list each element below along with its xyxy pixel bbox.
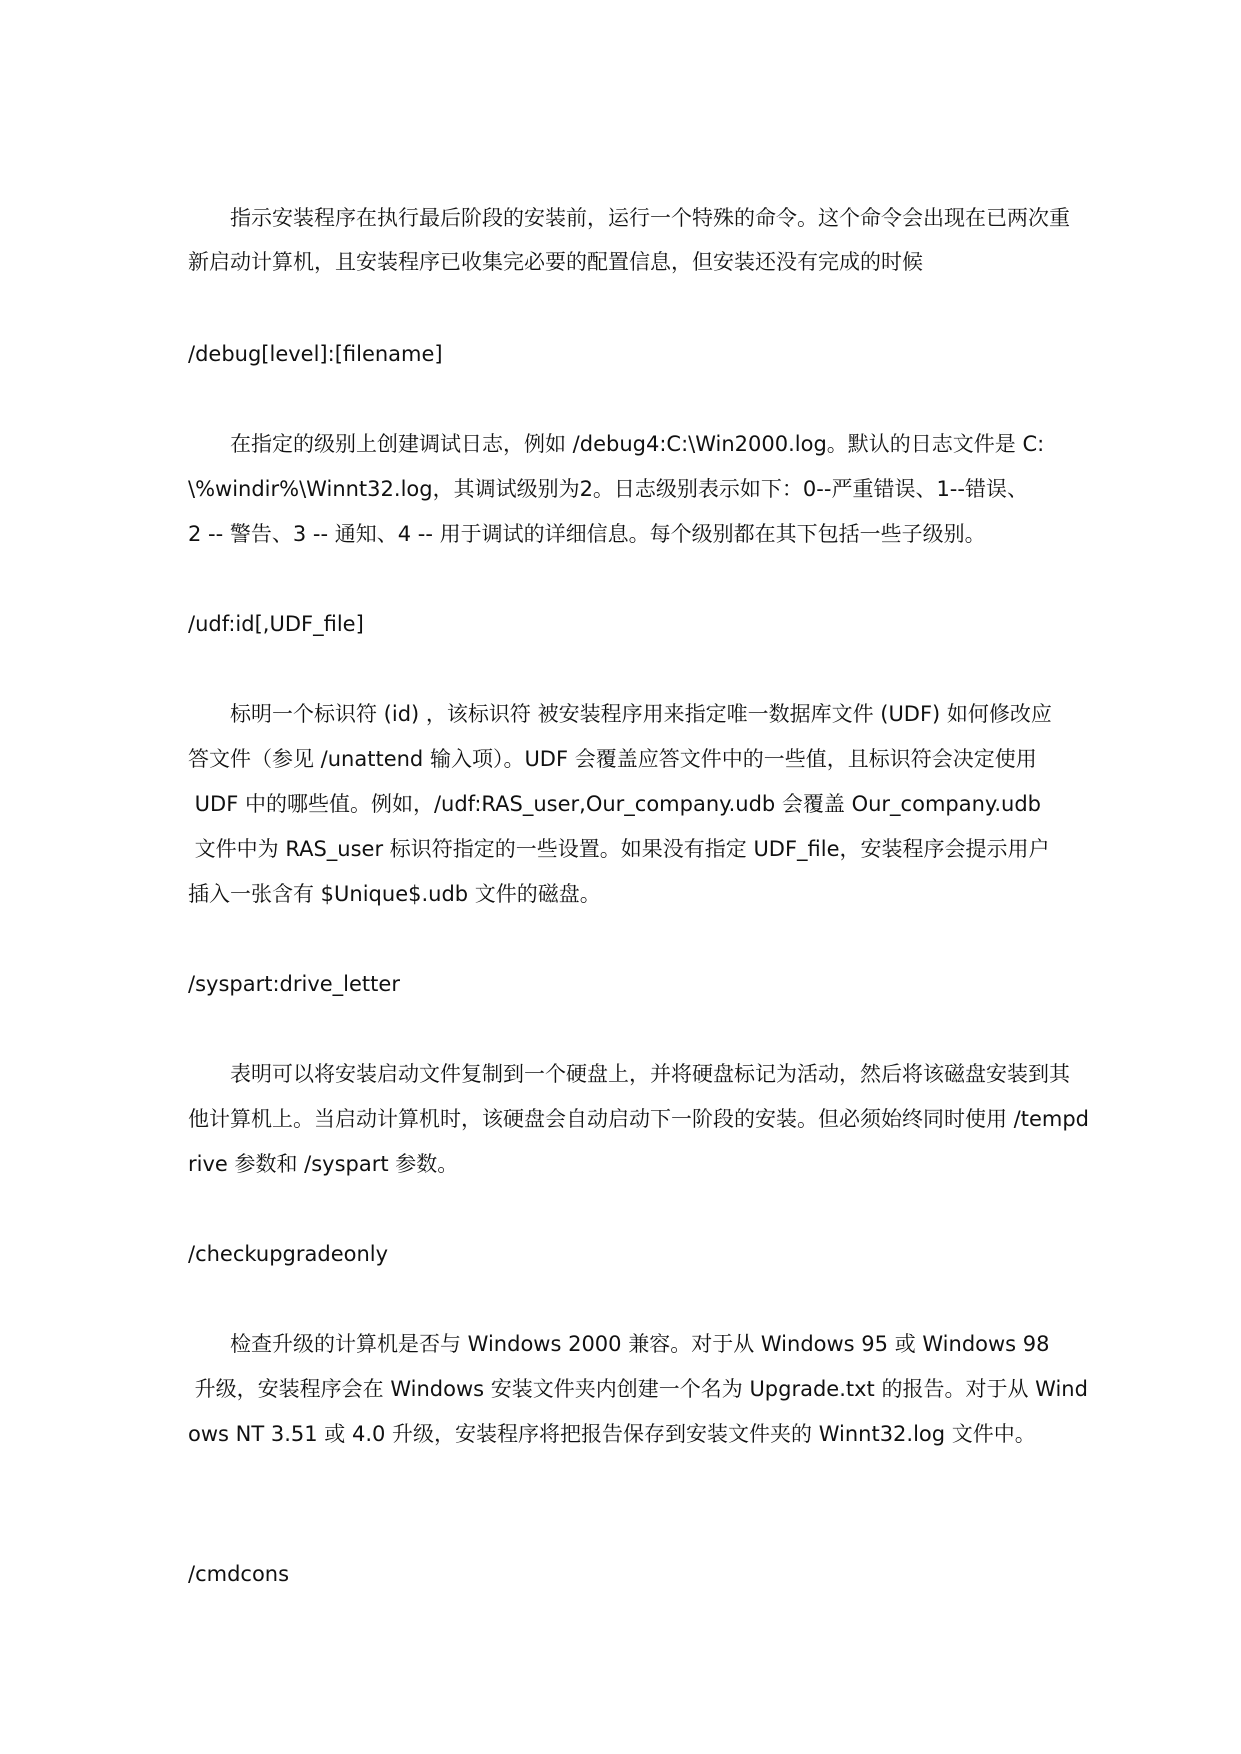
- paragraph-line: 答文件（参见 /unattend 输入项）。UDF 会覆盖应答文件中的一些值，且标识符会决定使用: [188, 747, 1037, 771]
- option-heading-checkupgradeonly: /checkupgradeonly: [188, 1242, 389, 1266]
- paragraph-line: 指示安装程序在执行最后阶段的安装前，运行一个特殊的命令。这个命令会出现在已两次重: [230, 206, 1070, 230]
- paragraph-line: 在指定的级别上创建调试日志，例如 /debug4:C:\Win2000.log。默认的日志文件是 C:: [230, 432, 1045, 456]
- paragraph-line: 2 -- 警告、3 -- 通知、4 -- 用于调试的详细信息。每个级别都在其下包括一些子级别。: [188, 522, 986, 546]
- paragraph-line: ows NT 3.51 或 4.0 升级，安装程序将把报告保存到安装文件夹的 Winnt32.log 文件中。: [188, 1422, 1036, 1446]
- paragraph-line: 插入一张含有 $Unique$.udb 文件的磁盘。: [188, 882, 601, 906]
- option-heading-cmdcons: /cmdcons: [188, 1562, 290, 1586]
- paragraph-line: 标明一个标识符 (id) ，该标识符 被安装程序用来指定唯一数据库文件 (UDF) 如何修改应: [230, 702, 1052, 726]
- paragraph-line: 新启动计算机，且安装程序已收集完必要的配置信息，但安装还没有完成的时候: [188, 250, 923, 274]
- option-heading-syspart: /syspart:drive_letter: [188, 972, 400, 996]
- paragraph-line: \%windir%\Winnt32.log，其调试级别为2。日志级别表示如下：0--严重错误、1--错误、: [188, 477, 1028, 501]
- paragraph-line: 他计算机上。当启动计算机时，该硬盘会自动启动下一阶段的安装。但必须始终同时使用 /tempd: [188, 1107, 1090, 1131]
- option-heading-debug: /debug[level]:[filename]: [188, 342, 443, 366]
- paragraph-line: rive 参数和 /syspart 参数。: [188, 1152, 459, 1176]
- paragraph-line: 升级，安装程序会在 Windows 安装文件夹内创建一个名为 Upgrade.txt 的报告。对于从 Wind: [188, 1377, 1088, 1401]
- option-heading-udf: /udf:id[,UDF_file]: [188, 612, 364, 636]
- paragraph-line: 表明可以将安装启动文件复制到一个硬盘上，并将硬盘标记为活动，然后将该磁盘安装到其: [230, 1062, 1070, 1086]
- paragraph-line: UDF 中的哪些值。例如，/udf:RAS_user,Our_company.udb 会覆盖 Our_company.udb: [188, 792, 1041, 816]
- paragraph-line: 文件中为 RAS_user 标识符指定的一些设置。如果没有指定 UDF_file，安装程序会提示用户: [188, 837, 1050, 861]
- paragraph-line: 检查升级的计算机是否与 Windows 2000 兼容。对于从 Windows 95 或 Windows 98: [230, 1332, 1050, 1356]
